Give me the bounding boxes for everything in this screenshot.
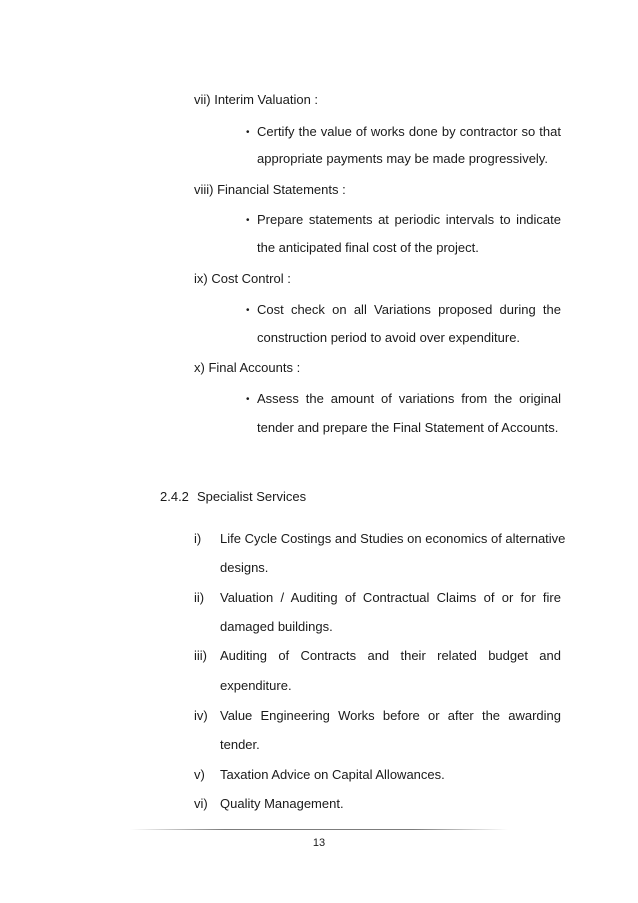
- footer-divider: [130, 829, 508, 830]
- specialist-item-1-line-2: designs.: [220, 560, 269, 575]
- specialist-item-3-line-1: Auditing of Contracts and their related budget and: [220, 648, 561, 663]
- list-item-number: v): [194, 767, 205, 782]
- specialist-item-2-line-1: Valuation / Auditing of Contractual Claims of or for fire: [220, 590, 561, 605]
- item-heading-interim-valuation: vii) Interim Valuation :: [194, 92, 319, 107]
- specialist-item-5-line-1: Taxation Advice on Capital Allowances.: [220, 767, 445, 782]
- page-number: 13: [312, 837, 326, 849]
- final-accounts-line-1: Assess the amount of variations from the original: [257, 391, 561, 406]
- item-heading-financial-statements: viii) Financial Statements :: [194, 182, 346, 197]
- specialist-item-1-line-1: Life Cycle Costings and Studies on economics of alternative: [220, 531, 566, 546]
- financial-statements-line-2: the anticipated final cost of the project.: [257, 240, 479, 255]
- bullet-icon: •: [246, 127, 250, 138]
- section-title: Specialist Services: [197, 489, 307, 504]
- list-item-number: vi): [194, 796, 208, 811]
- final-accounts-line-2: tender and prepare the Final Statement of Accounts.: [257, 420, 559, 435]
- specialist-item-6-line-1: Quality Management.: [220, 796, 344, 811]
- interim-valuation-line-1: Certify the value of works done by contractor so that: [257, 124, 561, 139]
- bullet-icon: •: [246, 305, 250, 316]
- section-number: 2.4.2: [160, 489, 189, 504]
- list-item-number: i): [194, 531, 202, 546]
- specialist-item-4-line-1: Value Engineering Works before or after the awarding: [220, 708, 561, 723]
- item-heading-final-accounts: x) Final Accounts :: [194, 360, 301, 375]
- item-heading-cost-control: ix) Cost Control :: [194, 271, 291, 286]
- specialist-item-4-line-2: tender.: [220, 737, 260, 752]
- interim-valuation-line-2: appropriate payments may be made progressively.: [257, 151, 548, 166]
- bullet-icon: •: [246, 394, 250, 405]
- financial-statements-line-1: Prepare statements at periodic intervals to indicate: [257, 212, 561, 227]
- cost-control-line-1: Cost check on all Variations proposed during the: [257, 302, 561, 317]
- list-item-number: iii): [194, 648, 207, 663]
- specialist-item-3-line-2: expenditure.: [220, 678, 292, 693]
- specialist-item-2-line-2: damaged buildings.: [220, 619, 333, 634]
- bullet-icon: •: [246, 215, 250, 226]
- list-item-number: iv): [194, 708, 208, 723]
- cost-control-line-2: construction period to avoid over expenditure.: [257, 330, 521, 345]
- list-item-number: ii): [194, 590, 205, 605]
